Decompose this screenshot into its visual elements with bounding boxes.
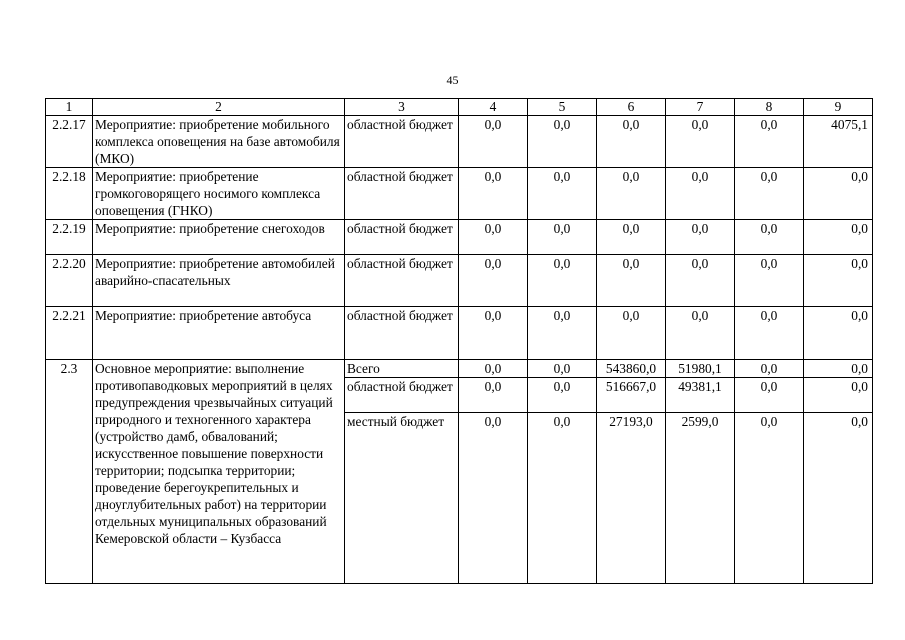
value-cell: 0,0: [459, 255, 528, 307]
value-cell: 0,0: [528, 413, 597, 584]
row-name: Мероприятие: приобретение автомобилей аварийно-спасательных: [93, 255, 345, 307]
value-cell: 0,0: [666, 307, 735, 360]
value-cell: 0,0: [735, 360, 804, 378]
value-cell: 0,0: [735, 255, 804, 307]
value-cell: 0,0: [597, 168, 666, 220]
value-cell: 0,0: [528, 168, 597, 220]
value-cell: 0,0: [804, 168, 873, 220]
value-cell: 0,0: [666, 116, 735, 168]
row-source: областной бюджет: [345, 116, 459, 168]
value-cell: 0,0: [528, 360, 597, 378]
row-source: областной бюджет: [345, 378, 459, 413]
value-cell: 0,0: [597, 116, 666, 168]
value-cell: 0,0: [528, 116, 597, 168]
value-cell: 0,0: [804, 307, 873, 360]
table-row: [46, 168, 873, 220]
row-name: Мероприятие: приобретение громкоговорящего носимого комплекса оповещения (ГНКО): [93, 168, 345, 220]
row-code: 2.3: [46, 360, 93, 584]
table-row: [46, 307, 873, 360]
value-cell: 27193,0: [597, 413, 666, 584]
value-cell: 49381,1: [666, 378, 735, 413]
value-cell: 0,0: [735, 378, 804, 413]
value-cell: 0,0: [804, 378, 873, 413]
column-header: 3: [345, 99, 459, 116]
value-cell: 516667,0: [597, 378, 666, 413]
value-cell: 0,0: [459, 413, 528, 584]
value-cell: 0,0: [597, 255, 666, 307]
value-cell: 0,0: [735, 168, 804, 220]
value-cell: 0,0: [597, 307, 666, 360]
value-cell: 0,0: [666, 220, 735, 255]
row-name: Мероприятие: приобретение снегоходов: [93, 220, 345, 255]
value-cell: 0,0: [804, 360, 873, 378]
row-code: 2.2.21: [46, 307, 93, 360]
value-cell: 4075,1: [804, 116, 873, 168]
table-row: [46, 116, 873, 168]
row-name: Мероприятие: приобретение мобильного комплекса оповещения на базе автомобиля (МКО): [93, 116, 345, 168]
page-number: 45: [446, 73, 459, 87]
value-cell: 0,0: [528, 378, 597, 413]
row-code: 2.2.17: [46, 116, 93, 168]
row-name: Основное мероприятие: выполнение противопаводковых мероприятий в целях предупреждения чрезвычайных ситуаций природного и техногенного характера (устройство дамб, обвалований; искусственное повышение поверхности территории; подсыпка территории; проведение берегоукрепительных и дноуглубительных работ) на территории отдельных муниципальных образований Кемеровской области – Кузбасса: [93, 360, 345, 584]
column-header: 1: [46, 99, 93, 116]
row-source: местный бюджет: [345, 413, 459, 584]
row-source: Всего: [345, 360, 459, 378]
value-cell: 0,0: [735, 307, 804, 360]
value-cell: 0,0: [459, 168, 528, 220]
column-header: 2: [93, 99, 345, 116]
row-code: 2.2.20: [46, 255, 93, 307]
value-cell: 0,0: [735, 413, 804, 584]
table-header-row: [46, 99, 873, 116]
value-cell: 0,0: [528, 220, 597, 255]
column-header: 5: [528, 99, 597, 116]
value-cell: 0,0: [459, 220, 528, 255]
column-header: 8: [735, 99, 804, 116]
value-cell: 0,0: [735, 116, 804, 168]
value-cell: 0,0: [528, 255, 597, 307]
table-row: [46, 255, 873, 307]
value-cell: 0,0: [666, 168, 735, 220]
budget-table: [45, 98, 873, 584]
value-cell: 0,0: [459, 116, 528, 168]
column-header: 6: [597, 99, 666, 116]
row-source: областной бюджет: [345, 255, 459, 307]
value-cell: 0,0: [459, 307, 528, 360]
column-header: 9: [804, 99, 873, 116]
value-cell: 0,0: [804, 255, 873, 307]
value-cell: 0,0: [804, 413, 873, 584]
value-cell: 0,0: [528, 307, 597, 360]
column-header: 4: [459, 99, 528, 116]
row-source: областной бюджет: [345, 220, 459, 255]
value-cell: 0,0: [735, 220, 804, 255]
value-cell: 0,0: [804, 220, 873, 255]
value-cell: 0,0: [597, 220, 666, 255]
value-cell: 2599,0: [666, 413, 735, 584]
row-name: Мероприятие: приобретение автобуса: [93, 307, 345, 360]
value-cell: 51980,1: [666, 360, 735, 378]
row-code: 2.2.19: [46, 220, 93, 255]
row-source: областной бюджет: [345, 168, 459, 220]
table-row: [46, 360, 873, 378]
value-cell: 0,0: [459, 378, 528, 413]
column-header: 7: [666, 99, 735, 116]
value-cell: 543860,0: [597, 360, 666, 378]
table-row: [46, 220, 873, 255]
value-cell: 0,0: [666, 255, 735, 307]
row-source: областной бюджет: [345, 307, 459, 360]
row-code: 2.2.18: [46, 168, 93, 220]
value-cell: 0,0: [459, 360, 528, 378]
